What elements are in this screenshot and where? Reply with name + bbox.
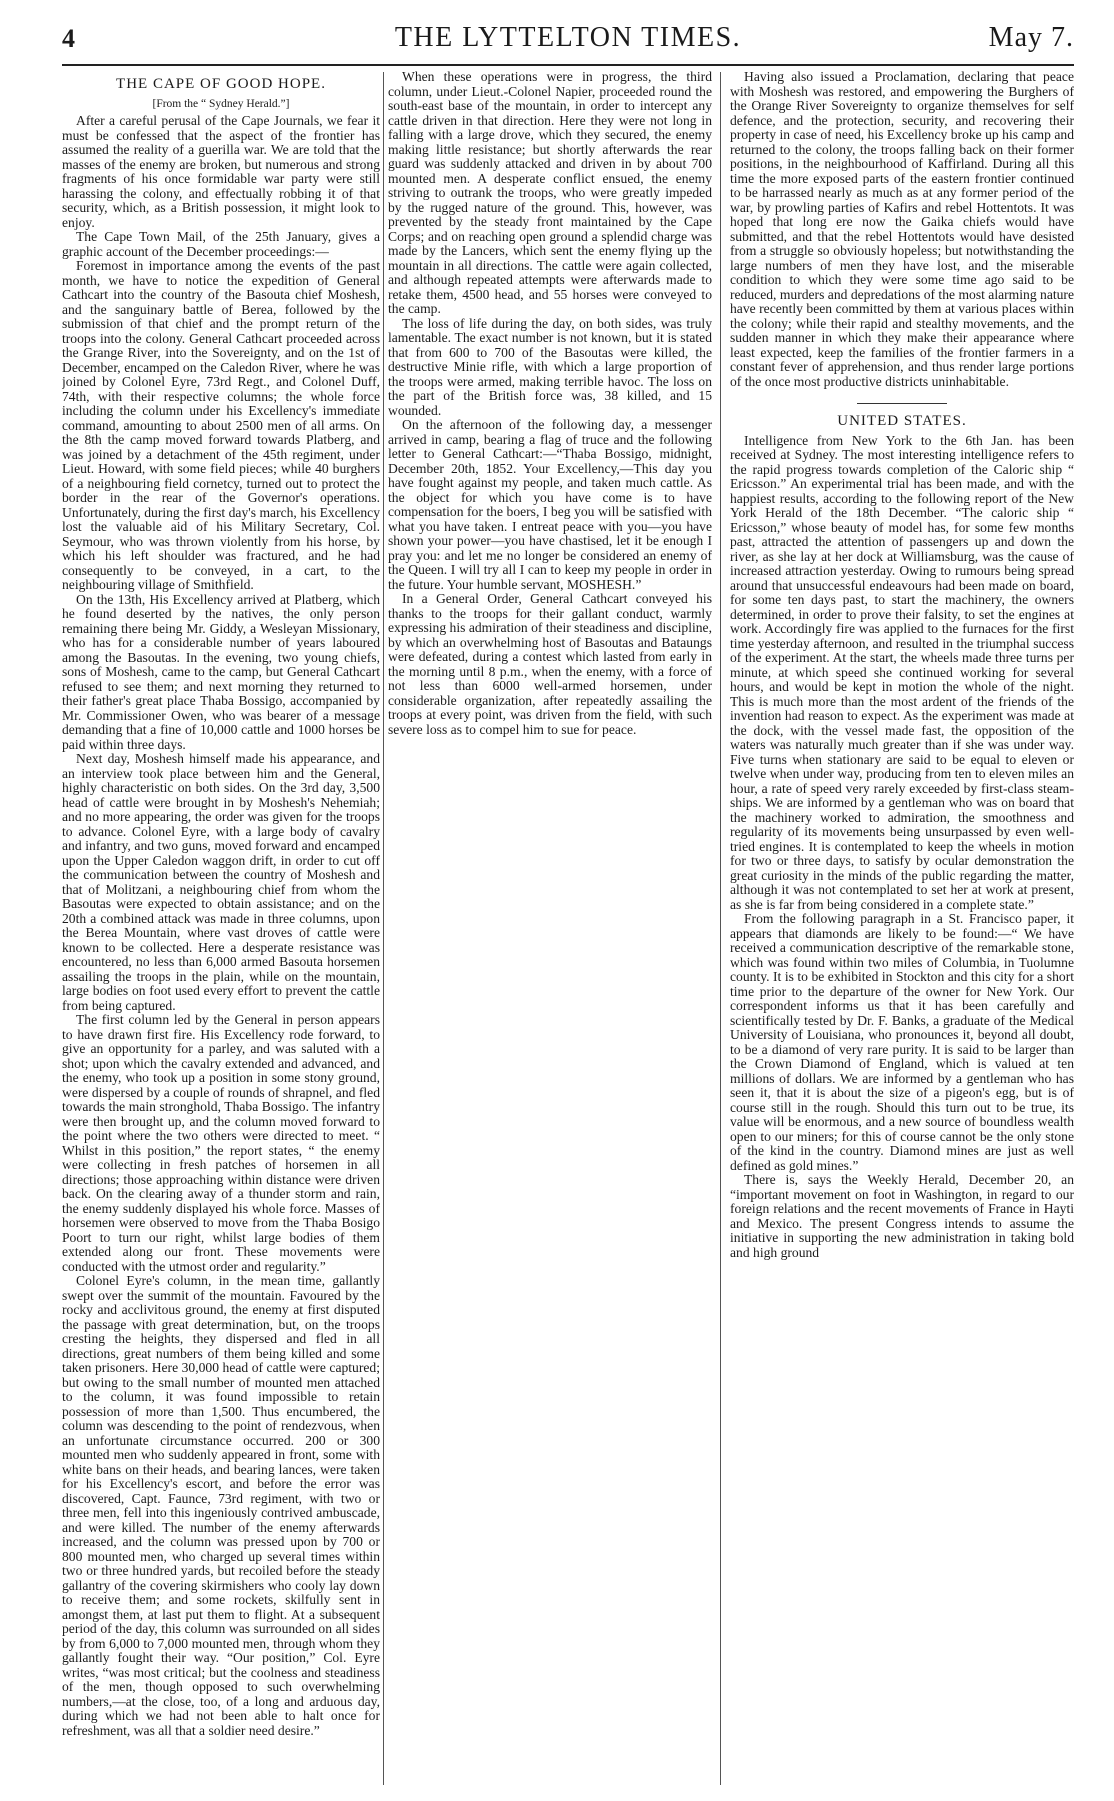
paragraph: Having also issued a Proclamation, declaring that peace with Moshesh was restored, and empowering the Burghers of the Orange River Sovereignty to organize themselves for self defence, and the protection, security, and recovering their property in case of need, his Excellency broke up his camp and returned to the colony, the troops falling back on their former positions, in the neighbourhood of Kaffirland. During all this time the more exposed parts of the eastern frontier continued to be harrassed nearly as much as at any former period of the war, by prowling parties of Kafirs and rebel Hottentots. It was hoped that long ere now the Gaika chiefs would have submitted, and that the rebel Hottentots would have desisted from a struggle so obviously hopeless; but notwithstanding the large numbers of men they have lost, and the miserable condition to which they were some time ago said to be reduced, murders and depredations of the most alarming nature have recently been committed by them at various places within the colony; while their rapid and stealthy movements, and the sudden manner in which they make their appearance where least expected, keep the families of the frontier farmers in a constant fever of apprehension, and thus render large portions of the once most productive districts uninhabitable. [730, 70, 1074, 389]
paragraph: In a General Order, General Cathcart conveyed his thanks to the troops for their gallant conduct, warmly expressing his admiration of their steadiness and discipline, by which an overwhelming host of Basoutas and Bataungs were defeated, during a contest which lasted from early in the morning until 8 p.m., when the enemy, with a force of not less than 6000 well-armed horsemen, under considerable organization, after repeatedly assailing the troops at every point, was driven from the field, with such severe loss as to compel him to sue for peace. [388, 591, 712, 737]
column-3 [730, 70, 1074, 1789]
article-heading-cape: THE CAPE OF GOOD HOPE. [116, 76, 326, 92]
column-divider [383, 72, 384, 1785]
column-2 [388, 70, 712, 1789]
issue-date: May 7. [988, 22, 1074, 53]
paragraph: There is, says the Weekly Herald, December 20, an “important movement on foot in Washington, in regard to our foreign relations and the recent movements of France in Hayti and Mexico. The present Congress intends to assume the initiative in supporting the new administration in taking bold and high ground [730, 1172, 1074, 1260]
article-separator [857, 403, 947, 404]
paragraph: The loss of life during the day, on both sides, was truly lamentable. The exact number is not known, but it is stated that from 600 to 700 of the Basoutas were killed, the destructive Minie rifle, with which a large proportion of the troops were armed, making terrible havoc. The loss on the part of the British force was, 38 killed, and 15 wounded. [388, 315, 712, 418]
paragraph: On the 13th, His Excellency arrived at Platberg, which he found deserted by the natives, the only person remaining there being Mr. Giddy, a Wesleyan Missionary, who has for a considerable number of years laboured among the Basoutas. In the evening, two young chiefs, sons of Moshesh, came to the camp, but General Cathcart refused to see them; and next morning they returned to their father's great place Thaba Bossigo, accompanied by Mr. Commissioner Owen, who was bearer of a message demanding that a fine of 10,000 cattle and 1000 horses be paid within three days. [62, 591, 380, 752]
paragraph: Colonel Eyre's column, in the mean time, gallantly swept over the summit of the mountain. Favoured by the rocky and acclivitous ground, the enemy at first disputed the passage with great determination, but, on the troops cresting the heights, they dispersed and fled in all directions, great numbers of them being killed and some taken prisoners. Here 30,000 head of cattle were captured; but owing to the small number of mounted men attached to the column, it was found impossible to retain possession of more than 1,500. Thus encumbered, the column was descending to the point of rendezvous, when an unfortunate circumstance occurred. 200 or 300 mounted men who suddenly appeared in front, some with white bans on their heads, and bearing lances, were taken for his Excellency's escort, and before the error was discovered, Capt. Faunce, 73rd regiment, with two or three men, fell into this ingeniously contrived ambuscade, and were killed. The number of the enemy afterwards increased, and the column was pressed upon by 700 or 800 mounted men, who charged up several times within two or three hundred yards, but recoiled before the steady gallantry of the covering skirmishers who cooly lay down to receive them; and some rockets, skilfully sent in amongst them, at last put them to flight. At a subsequent period of the day, this column was surrounded on all sides by from 6,000 to 7,000 mounted men, through whom they gallantly fought their way. “Our position,” Col. Eyre writes, “was most critical; but the coolness and steadiness of the men, though opposed to such overwhelming numbers,—at the close, too, of a long and arduous day, during which we had not been able to halt once for refreshment, was all that a soldier need desire.” [62, 1273, 380, 1738]
page-number: 4 [62, 24, 75, 53]
paragraph: When these operations were in progress, the third column, under Lieut.-Colonel Napier, proceeded round the south-east base of the mountain, in order to intercept any cattle driven in that direction. Here they were not long in falling with a large drove, which they secured, the enemy making little resistance; but shortly afterwards the rear guard was suddenly attacked and driven in by about 700 mounted men. A desperate conflict ensued, the enemy striving to outrank the troops, who were greatly impeded by the rugged nature of the ground. This, however, was prevented by the steady front maintained by the Cape Corps; and on reaching open ground a splendid charge was made by the Lancers, which sent the enemy flying up the mountain in all directions. The cattle were again collected, and although repeated attempts were afterwards made to retake them, 4500 head, and 55 horses were conveyed to the camp. [388, 70, 712, 316]
paragraph: The Cape Town Mail, of the 25th January, gives a graphic account of the December proceedings:— [62, 229, 380, 259]
column-1 [62, 70, 380, 1789]
paragraph: Foremost in importance among the events of the past month, we have to notice the expedition of General Cathcart into the country of the Basouta chief Moshesh, and the sanguinary battle of Berea, followed by the submission of that chief and the prompt return of the troops into the colony. General Cathcart proceeded across the Grange River, into the Sovereignty, and on the 1st of December, encamped on the Caledon River, where he was joined by Colonel Eyre, 73rd Regt., and Colonel Duff, 74th, with their respective columns; the whole force including the column under his Excellency's immediate command, amounting to about 2500 men of all arms. On the 8th the camp moved forward towards Platberg, and was joined by a detachment of the 45th regiment, under Lieut. Howard, with some field pieces; while 40 burghers of a neighbouring field cornetcy, turned out to protect the border in the rear of the Governor's operations. Unfortunately, during the first day's march, his Excellency lost the valuable aid of his Military Secretary, Col. Seymour, who was thrown violently from his horse, by which his left shoulder was fractured, and he had consequently to be conveyed, in a cart, to the neighbouring village of Smithfield. [62, 258, 380, 592]
masthead-rule [62, 64, 1074, 66]
paragraph: Intelligence from New York to the 6th Jan. has been received at Sydney. The most interesting intelligence refers to the rapid progress towards completion of the Caloric ship “ Ericsson.” An experimental trial has been made, and with the happiest results, according to the following report of the New York Herald of the 18th December. “The caloric ship “ Ericsson,” whose beauty of model has, for some few months past, attracted the attention of passengers up and down the river, as she lay at her dock at Williamsburg, was the cause of increased attraction yesterday. Owing to rumours being spread around that unsuccessful endeavours had been made on board, for some ten days past, to start the machinery, the owners determined, in order to prove their falsity, to set the engines at work. Accordingly fire was applied to the furnaces for the first time yesterday afternoon, and resulted in the triumphal success of the experiment. At the start, the wheels made three turns per minute, at which speed she continued working for several hours, and would be kept in motion the whole of the night. This is much more than the most ardent of the friends of the invention had reason to expect. As the experiment was made at the dock, with the vessel made fast, the opposition of the waters was naturally much greater than if she was under way. Five turns when stationary are said to be equal to eleven or twelve when under way, producing from ten to eleven miles an hour, a rate of speed very rarely exceeded by first-class steam-ships. We are informed by a gentleman who was on board that the machinery worked to admiration, the smoothness and regularity of its movements being unsurpassed by even well-tried engines. It is contemplated to keep the wheels in motion for two or three days, to satisfy by ocular demonstration the great curiosity in the minds of the public regarding the matter, although it was not contemplated to set her at work at present, as she is far from being considered in a complete state.” [730, 432, 1074, 912]
article-heading-us: UNITED STATES. [837, 413, 967, 429]
paragraph: From the following paragraph in a St. Francisco paper, it appears that diamonds are likely to be found:—“ We have received a communication descriptive of the remarkable stone, which was found within two miles of Columbia, in Tuolumne county. It is to be exhibited in Stockton and this city for a short time prior to the departure of the owner for New York. Our correspondent informs us that it has been carefully and scientifically tested by Dr. F. Banks, a graduate of the Medical University of Louisiana, who pronounces it, beyond all doubt, to be a diamond of very rare purity. It is said to be larger than the Crown Diamond of England, which is valued at ten millions of dollars. We are informed by a gentleman who has seen it, that it is about the size of a pigeon's egg, but is of course still in the rough. Should this turn out to be true, its value will be enormous, and a new source of boundless wealth open to our miners; for this of course cannot be the only stone of the kind in the country. Diamond mines are just as well defined as gold mines.” [730, 911, 1074, 1173]
paragraph: After a careful perusal of the Cape Journals, we fear it must be confessed that the aspect of the frontier has assumed the reality of a guerilla war. We are told that the masses of the enemy are broken, but numerous and strong fragments of his once formidable war party were still harassing the colony, and effectually robbing it of that security, which, as a British possession, it might look to enjoy. [62, 113, 380, 230]
newspaper-title: THE LYTTELTON TIMES. [394, 22, 742, 53]
column-divider [720, 72, 721, 1785]
paragraph: On the afternoon of the following day, a messenger arrived in camp, bearing a flag of truce and the following letter to General Cathcart:—“Thaba Bossigo, midnight, December 20th, 1852. Your Excellency,—This day you have fought against my people, and taken much cattle. As the object for which you have come is to have compensation for the boers, I beg you will be satisfied with what you have taken. I entreat peace with you—you have shown your power—you have chastised, let it be enough I pray you: and let me no longer be considered an enemy of the Queen. I will try all I can to keep my people in order in the future. Your humble servant, MOSHESH.” [388, 417, 712, 592]
article-source: [From the “ Sydney Herald.”] [152, 97, 290, 110]
masthead [62, 22, 1074, 58]
paragraph: Next day, Moshesh himself made his appearance, and an interview took place between him and the General, highly characteristic on both sides. On the 3rd day, 3,500 head of cattle were brought in by Moshesh's Nehemiah; and no more appearing, the order was given for the troops to advance. Colonel Eyre, with a large body of cavalry and infantry, and two guns, moved forward and encamped upon the Upper Caledon waggon drift, in order to cut off the communication between the country of Moshesh and that of Molitzani, a neighbouring chief from whom the Basoutas were expected to obtain assistance; and on the 20th a combined attack was made in three columns, upon the Berea Mountain, where vast droves of cattle were known to be collected. Here a desperate resistance was encountered, no less than 6,000 armed Basouta horsemen assailing the troops in the plain, while on the mountain, large bodies on foot used every effort to prevent the cattle from being captured. [62, 751, 380, 1013]
paragraph: The first column led by the General in person appears to have drawn first fire. His Excellency rode forward, to give an opportunity for a parley, and was saluted with a shot; upon which the cavalry extended and advanced, and the enemy, who took up a position in some stony ground, were dispersed by a couple of rounds of shrapnel, and fled towards the main stronghold, Thaba Bossigo. The infantry were then brought up, and the column moved forward to the point where the two others were directed to meet. “ Whilst in this position,” the report states, “ the enemy were collecting in fresh patches of horsemen in all directions; those approaching within distance were driven back. On the clearing away of a thunder storm and rain, the enemy suddenly displayed his whole force. Masses of horsemen were observed to move from the Thaba Bosigo Poort to turn our right, whilst large bodies of them extended along our front. These movements were conducted with the utmost order and regularity.” [62, 1012, 380, 1274]
